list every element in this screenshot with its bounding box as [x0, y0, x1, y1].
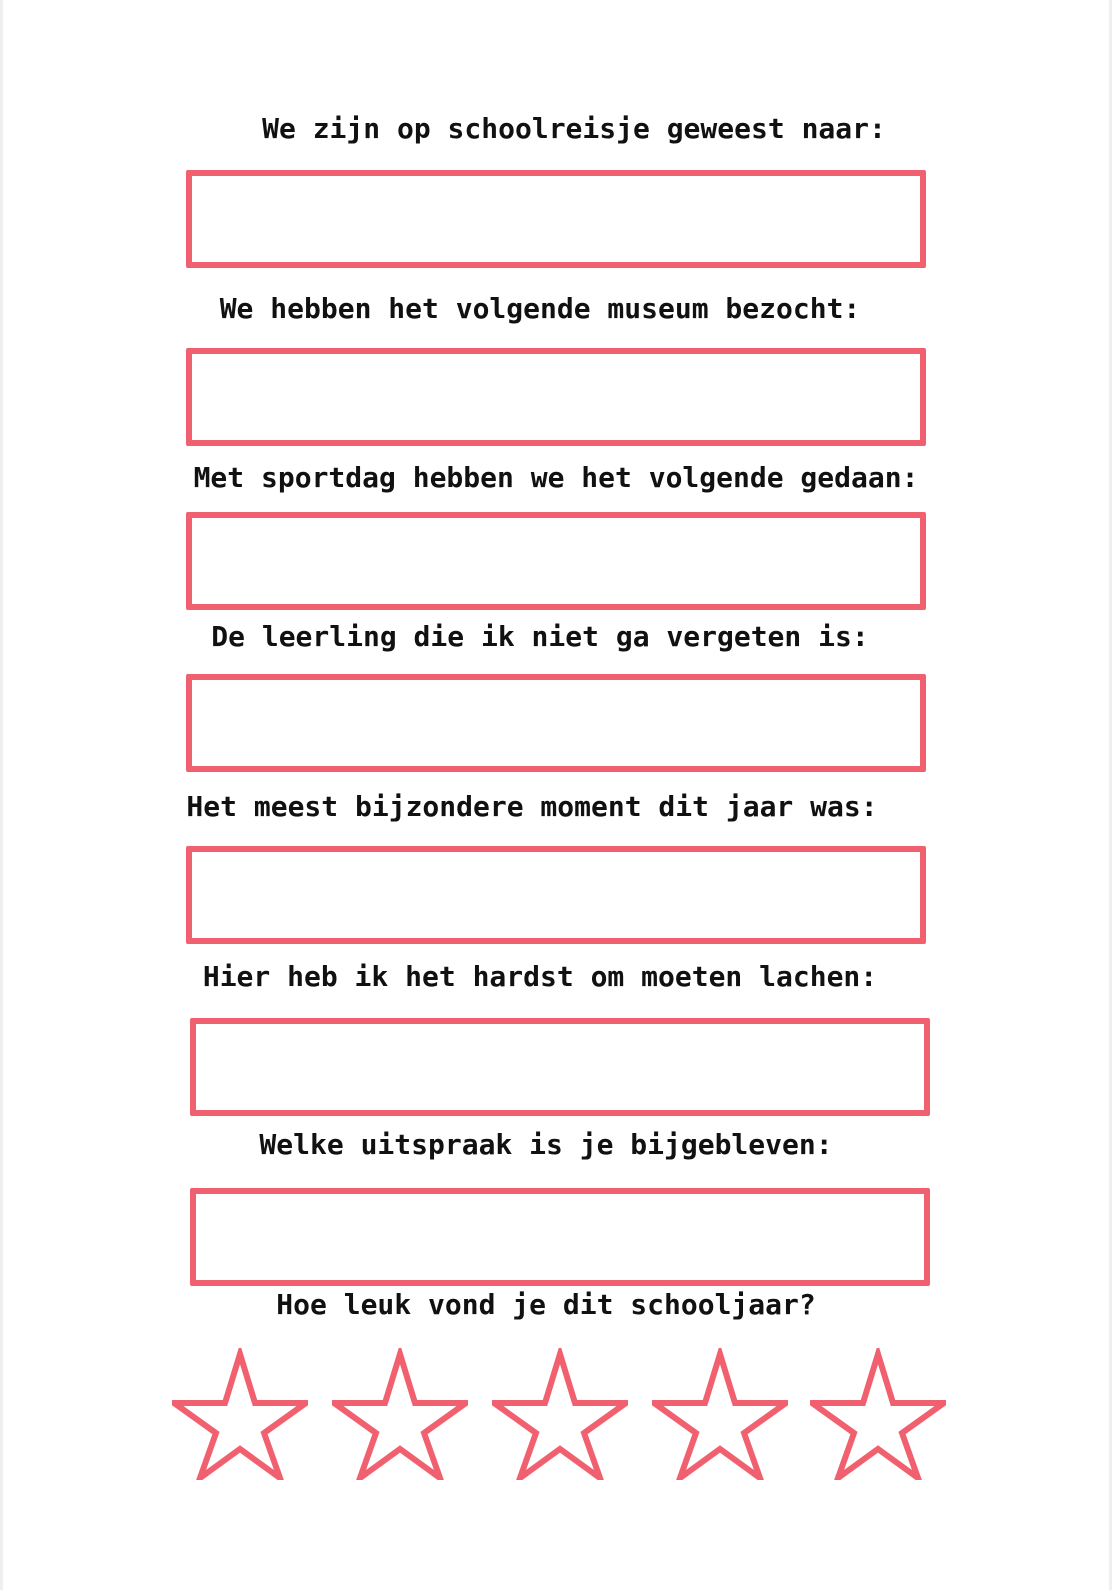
answer-box-special-moment[interactable] [186, 846, 926, 944]
star-outline-icon[interactable] [492, 1348, 628, 1480]
question-label-special-moment: Het meest bijzondere moment dit jaar was: [186, 790, 878, 823]
star-outline-icon[interactable] [652, 1348, 788, 1480]
question-label-student: De leerling die ik niet ga vergeten is: [211, 620, 869, 653]
question-label-quote: Welke uitspraak is je bijgebleven: [259, 1128, 833, 1161]
rating-label: Hoe leuk vond je dit schooljaar? [276, 1288, 816, 1321]
question-label-sports-day: Met sportdag hebben we het volgende gedaan: [193, 461, 919, 494]
answer-box-sports-day[interactable] [186, 512, 926, 610]
question-label-museum: We hebben het volgende museum bezocht: [219, 292, 861, 325]
answer-box-school-trip[interactable] [186, 170, 926, 268]
answer-box-student[interactable] [186, 674, 926, 772]
question-label-laughed: Hier heb ik het hardst om moeten lachen: [202, 960, 878, 993]
answer-box-museum[interactable] [186, 348, 926, 446]
star-outline-icon[interactable] [332, 1348, 468, 1480]
page-edge-left [0, 0, 3, 1590]
question-label-school-trip: We zijn op schoolreisje geweest naar: [262, 112, 886, 145]
star-rating [160, 1348, 960, 1480]
answer-box-laughed[interactable] [190, 1018, 930, 1116]
star-outline-icon[interactable] [810, 1348, 946, 1480]
star-outline-icon[interactable] [172, 1348, 308, 1480]
answer-box-quote[interactable] [190, 1188, 930, 1286]
